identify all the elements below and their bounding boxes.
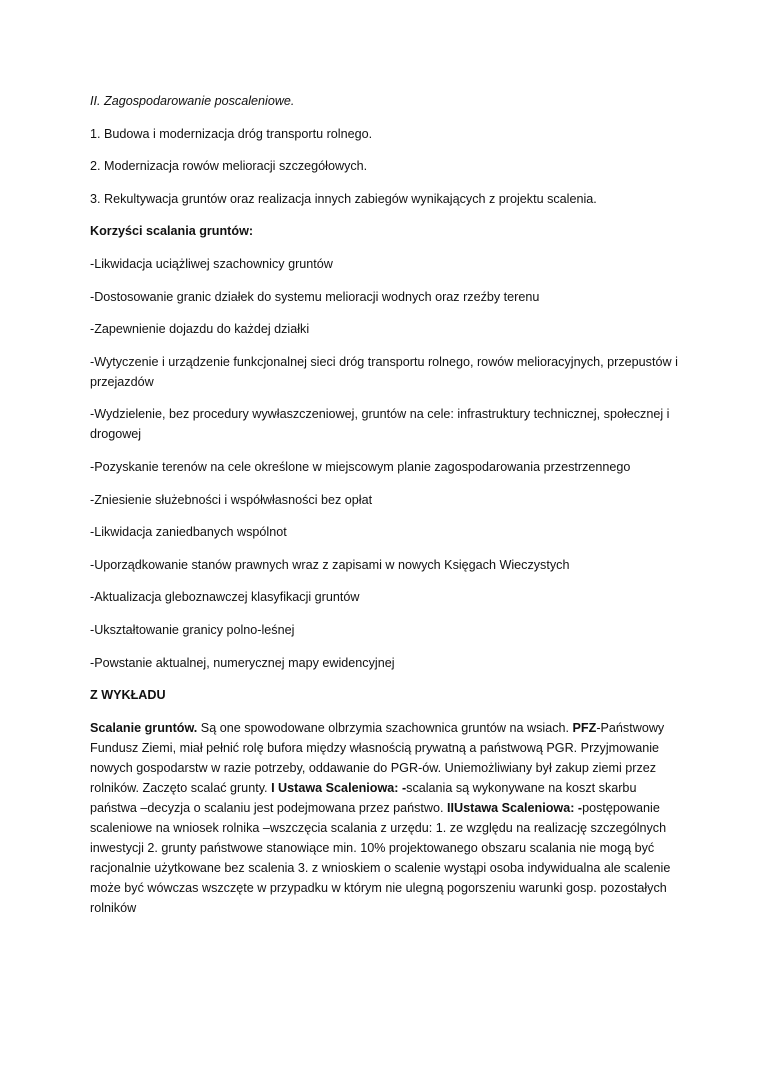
- benefit-item-5: -Wydzielenie, bez procedury wywłaszczeniowej, gruntów na cele: infrastruktury technicznej, społecznej i drogowej: [90, 407, 670, 442]
- benefit-item-9: -Uporządkowanie stanów prawnych wraz z zapisami w nowych Księgach Wieczystych: [90, 557, 570, 572]
- document-page: [90, 91, 680, 930]
- lecture-text-2: -Państwowy Fundusz Ziemi, miał pełnić rolę bufora między własnością prywatną a państwową PGR. Przyjmowanie nowych gospodarstw w razie potrzeby, oddawanie do PGR-ów. Uniemożliwiany był zakup ziemi przez rolników. Zaczęto scalać grunty.: [90, 720, 665, 795]
- benefit-item-4: -Wytyczenie i urządzenie funkcjonalnej sieci dróg transportu rolnego, rowów melioracyjnych, przepustów i przejazdów: [90, 354, 678, 389]
- lecture-term-second-act: IIUstawa Scaleniowa: -: [447, 800, 583, 815]
- benefit-item-3: -Zapewnienie dojazdu do każdej działki: [90, 322, 310, 337]
- lecture-paragraph: [90, 718, 680, 918]
- lecture-text-4: postępowanie scaleniowe na wniosek rolnika –wszczęcia scalania z urzędu: 1. ze względu na realizację szczególnych inwestycji 2. grunty państwowe stanowiące min. 10% projektowanego obszaru scalania nie mogą być racjonalnie użytkowane bez scalenia 3. z wnioskiem o scalenie wystąpi osoba indywidualna ale scalenie może być wówczas wszczęte w przypadku w którym nie ulegną pogorszeniu warunki gosp. pozostałych rolników: [90, 800, 671, 915]
- lecture-text-3: scalania są wykonywane na koszt skarbu państwa –decyzja o scalaniu jest podejmowana przez państwo.: [90, 780, 637, 815]
- benefit-item-10: -Aktualizacja gleboznawczej klasyfikacji gruntów: [90, 590, 360, 605]
- benefit-item-2: -Dostosowanie granic działek do systemu melioracji wodnych oraz rzeźby terenu: [90, 289, 540, 304]
- benefit-item-6: -Pozyskanie terenów na cele określone w miejscowym planie zagospodarowania przestrzennego: [90, 459, 631, 474]
- lecture-term-scalanie: Scalanie gruntów.: [90, 720, 198, 735]
- benefit-item-7: -Zniesienie służebności i współwłasności bez opłat: [90, 492, 373, 507]
- benefit-item-11: -Ukształtowanie granicy polno-leśnej: [90, 622, 295, 637]
- lecture-text-1: Są one spowodowane olbrzymia szachownica gruntów na wsiach.: [197, 720, 573, 735]
- benefits-heading: Korzyści scalania gruntów:: [90, 224, 254, 239]
- step-item-3: 3. Rekultywacja gruntów oraz realizacja innych zabiegów wynikających z projektu scalenia.: [90, 191, 597, 206]
- lecture-heading: Z WYKŁADU: [90, 688, 166, 703]
- lecture-term-pfz: PFZ: [572, 720, 597, 735]
- lecture-term-first-act: I Ustawa Scaleniowa: -: [271, 780, 407, 795]
- benefit-item-1: -Likwidacja uciążliwej szachownicy gruntów: [90, 256, 333, 271]
- section-title: II. Zagospodarowanie poscaleniowe.: [90, 94, 295, 108]
- step-item-1: 1. Budowa i modernizacja dróg transportu rolnego.: [90, 126, 373, 141]
- benefit-item-12: -Powstanie aktualnej, numerycznej mapy ewidencyjnej: [90, 655, 395, 670]
- step-item-2: 2. Modernizacja rowów melioracji szczegółowych.: [90, 159, 368, 174]
- benefit-item-8: -Likwidacja zaniedbanych wspólnot: [90, 525, 287, 540]
